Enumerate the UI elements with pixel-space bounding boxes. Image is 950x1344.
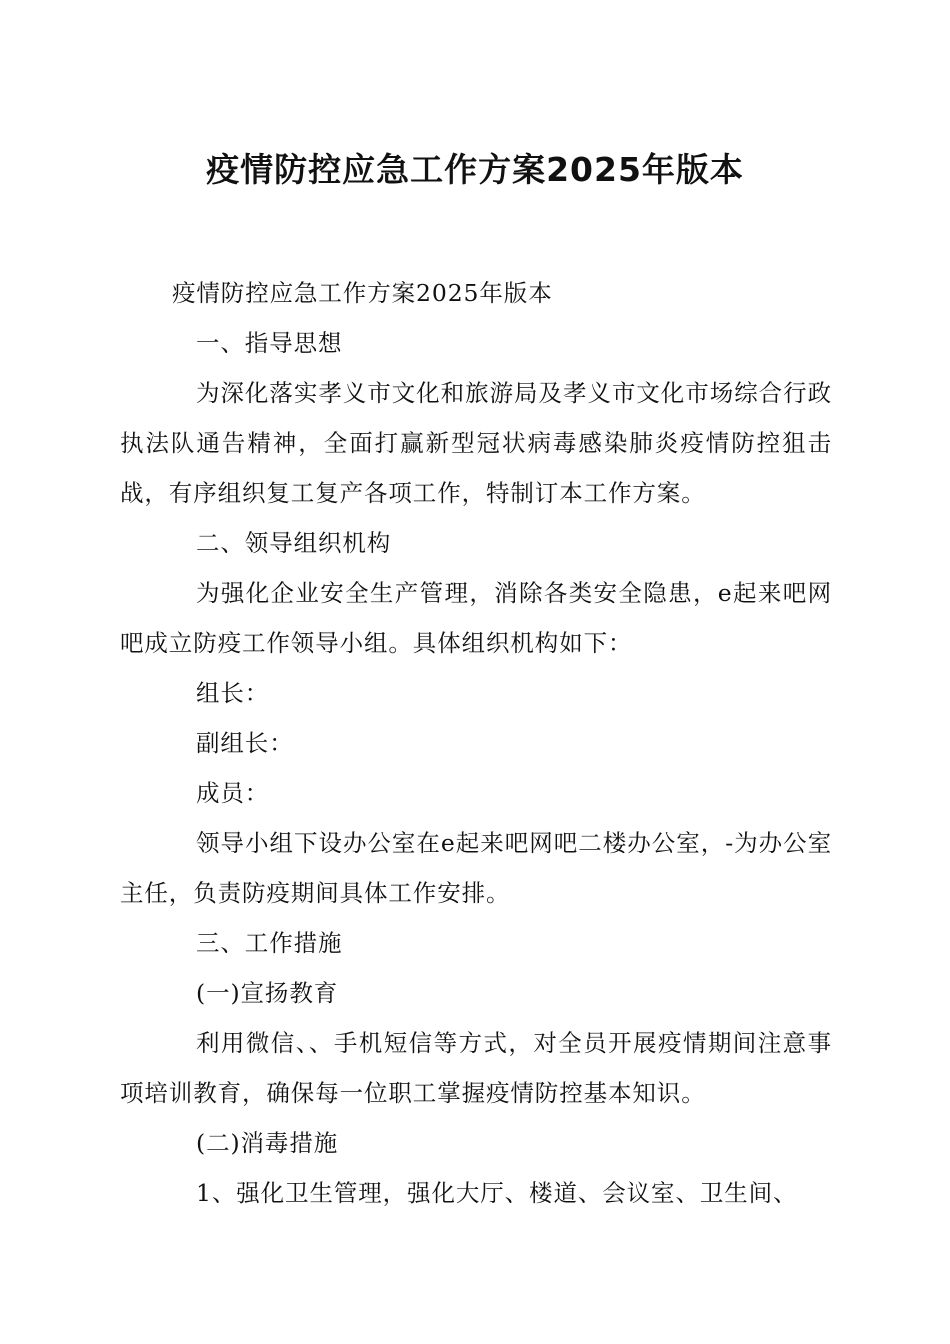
document-title: 疫情防控应急工作方案2025年版本 [206,150,744,189]
role-group-leader: 组长： [196,679,270,707]
role-deputy-leader: 副组长： [196,729,294,757]
subsection-heading-disinfection: (二)消毒措施 [196,1129,339,1157]
body-paragraph: 1、强化卫生管理，强化大厅、楼道、会议室、卫生间、 [196,1179,798,1207]
body-paragraph: 为深化落实孝义市文化和旅游局及孝义市文化市场综合行政执法队通告精神，全面打赢新型冠状病毒感染肺炎疫情防控狙击战，有序组织复工复产各项工作，特制订本工作方案。 [120,379,832,507]
body-paragraph-heading: 疫情防控应急工作方案2025年版本 [172,279,553,307]
section-heading-guiding-ideology: 一、指导思想 [196,329,343,357]
section-heading-leadership: 二、领导组织机构 [196,529,392,557]
body-paragraph: 领导小组下设办公室在e起来吧网吧二楼办公室，-为办公室主任，负责防疫期间具体工作安排。 [120,829,832,907]
body-paragraph: 为强化企业安全生产管理，消除各类安全隐患，e起来吧网吧成立防疫工作领导小组。具体组织机构如下： [120,579,832,657]
subsection-heading-publicity: (一)宣扬教育 [196,979,339,1007]
body-paragraph: 利用微信、、手机短信等方式，对全员开展疫情期间注意事项培训教育，确保每一位职工掌握疫情防控基本知识。 [120,1029,832,1107]
role-members: 成员： [196,779,270,807]
document-body [120,268,832,1218]
section-heading-work-measures: 三、工作措施 [196,929,343,957]
